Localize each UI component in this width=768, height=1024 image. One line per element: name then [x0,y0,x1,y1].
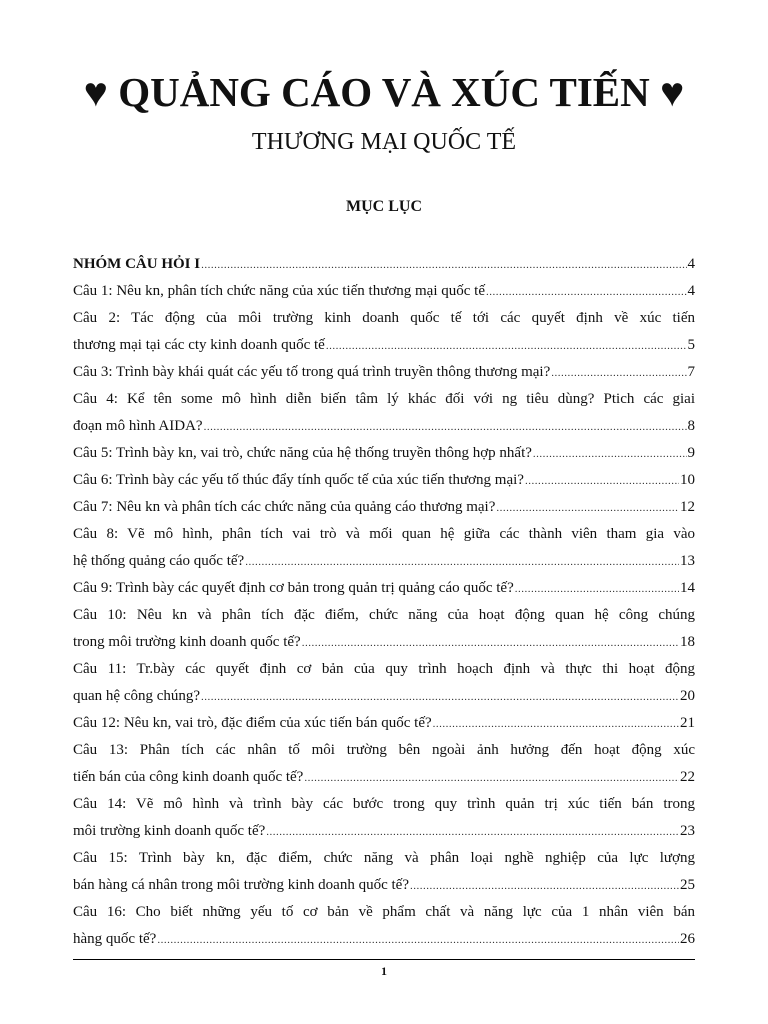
toc-page-number: 26 [680,931,695,947]
toc-section-heading[interactable] [73,251,695,278]
toc-entry-text: đoạn mô hình AIDA? [73,418,203,434]
toc-entry-line[interactable] [73,845,695,872]
page-number: 1 [381,964,387,978]
toc-entry-text: Câu 13: Phân tích các nhân tố môi trường bên ngoài ảnh hưởng đến hoạt động xúc [73,742,695,758]
dot-leader [525,468,679,495]
dot-leader [551,360,686,387]
toc-page-number: 10 [680,472,695,488]
toc-entry-text: Câu 9: Trình bày các quyết định cơ bản trong quản trị quảng cáo quốc tế? [73,580,514,596]
toc-entry-text: hệ thống quảng cáo quốc tế? [73,553,245,569]
toc-entry-line[interactable] [73,656,695,683]
document-title: ♥ QUẢNG CÁO VÀ XÚC TIẾN ♥ [83,69,685,115]
toc-entry-text: NHÓM CÂU HỎI I [73,256,201,272]
toc-entry-line[interactable] [73,791,695,818]
toc-entry-text: Câu 15: Trình bày kn, đặc điểm, chức năng và phân loại nghề nghiệp của lực lượng [73,850,695,866]
toc-entry-line[interactable] [73,386,695,413]
toc-page-number: 14 [680,580,695,596]
dot-leader [326,333,687,360]
toc-entry-text: Câu 7: Nêu kn và phân tích các chức năng của quảng cáo thương mại? [73,499,496,515]
toc-entry[interactable] [73,683,695,710]
toc-page-number: 21 [680,715,695,731]
toc-entry-text: bán hàng cá nhân trong môi trường kinh doanh quốc tế? [73,877,409,893]
toc-entry-text: Câu 16: Cho biết những yếu tố cơ bản về phẩm chất và năng lực của 1 nhân viên bán [73,904,695,920]
toc-page-number: 9 [687,445,695,461]
toc-entry-text: Câu 14: Vẽ mô hình và trình bày các bước trong quy trình quản trị xúc tiến bán trong [73,796,695,812]
toc-entry[interactable] [73,467,695,494]
dot-leader [496,495,679,522]
dot-leader [245,549,679,576]
toc-page-number: 22 [680,769,695,785]
dot-leader [533,441,687,468]
toc-entry[interactable] [73,872,695,899]
dot-leader [486,279,687,306]
dot-leader [410,873,679,900]
toc-page-number: 13 [680,553,695,569]
toc-entry[interactable] [73,494,695,521]
toc-entry[interactable] [73,413,695,440]
toc-page-number: 20 [680,688,695,704]
toc-entry-line[interactable] [73,305,695,332]
toc-entry-text: Câu 6: Trình bày các yếu tố thúc đẩy tính quốc tế của xúc tiến thương mại? [73,472,524,488]
toc-page-number: 25 [680,877,695,893]
toc-entry-line[interactable] [73,737,695,764]
toc-page-number: 5 [687,337,695,353]
footer-divider [73,959,695,960]
toc-entry-text: Câu 4: Kể tên some mô hình diễn biến tâm lý khác đối với ng tiêu dùng? Ptich các giai [73,391,695,407]
toc-entry[interactable] [73,629,695,656]
toc-entry[interactable] [73,548,695,575]
dot-leader [157,927,679,954]
toc-entry[interactable] [73,278,695,305]
toc-entry[interactable] [73,440,695,467]
toc-entry[interactable] [73,575,695,602]
toc-entry-text: Câu 1: Nêu kn, phân tích chức năng của xúc tiến thương mại quốc tế [73,283,485,299]
dot-leader [201,252,686,279]
toc-entry-text: tiến bán của công kinh doanh quốc tế? [73,769,304,785]
toc-entry-line[interactable] [73,899,695,926]
dot-leader [204,414,687,441]
toc-entry[interactable] [73,818,695,845]
toc-entry-text: Câu 8: Vẽ mô hình, phân tích vai trò và mối quan hệ giữa các thành viên tham gia vào [73,526,695,542]
toc-page-number: 8 [687,418,695,434]
toc-page-number: 18 [680,634,695,650]
toc-entry[interactable] [73,710,695,737]
toc-entry-text: Câu 10: Nêu kn và phân tích đặc điểm, chức năng của hoạt động quan hệ công chúng [73,607,695,623]
toc-entry[interactable] [73,926,695,953]
toc-page-number: 23 [680,823,695,839]
toc-page-number: 12 [680,499,695,515]
toc-entry-line[interactable] [73,521,695,548]
toc-entry-text: quan hệ công chúng? [73,688,201,704]
toc-entry-text: môi trường kinh doanh quốc tế? [73,823,266,839]
toc-page-number: 7 [687,364,695,380]
toc-page-number: 4 [687,256,695,272]
dot-leader [515,576,679,603]
dot-leader [304,765,679,792]
toc-entry[interactable] [73,764,695,791]
toc-entry[interactable] [73,359,695,386]
toc-entry-text: Câu 3: Trình bày khái quát các yếu tố trong quá trình truyền thông thương mại? [73,364,551,380]
dot-leader [266,819,679,846]
toc-entry-text: Câu 2: Tác động của môi trường kinh doanh quốc tế tới các quyết định về xúc tiến [73,310,695,326]
dot-leader [433,711,679,738]
dot-leader [302,630,679,657]
toc-entry-text: Câu 5: Trình bày kn, vai trò, chức năng của hệ thống truyền thông hợp nhất? [73,445,532,461]
toc-page-number: 4 [687,283,695,299]
toc-entry-text: thương mại tại các cty kinh doanh quốc tế [73,337,325,353]
table-of-contents [73,251,695,953]
toc-entry-text: Câu 11: Tr.bày các quyết định cơ bản của quy trình hoạch định và thực thi hoạt động [73,661,695,677]
toc-entry-line[interactable] [73,602,695,629]
toc-entry[interactable] [73,332,695,359]
toc-entry-text: hàng quốc tế? [73,931,157,947]
toc-heading: MỤC LỤC [346,198,422,215]
dot-leader [201,684,679,711]
document-subtitle: THƯƠNG MẠI QUỐC TẾ [251,129,517,155]
toc-entry-text: Câu 12: Nêu kn, vai trò, đặc điểm của xúc tiến bán quốc tế? [73,715,432,731]
toc-entry-text: trong môi trường kinh doanh quốc tế? [73,634,301,650]
